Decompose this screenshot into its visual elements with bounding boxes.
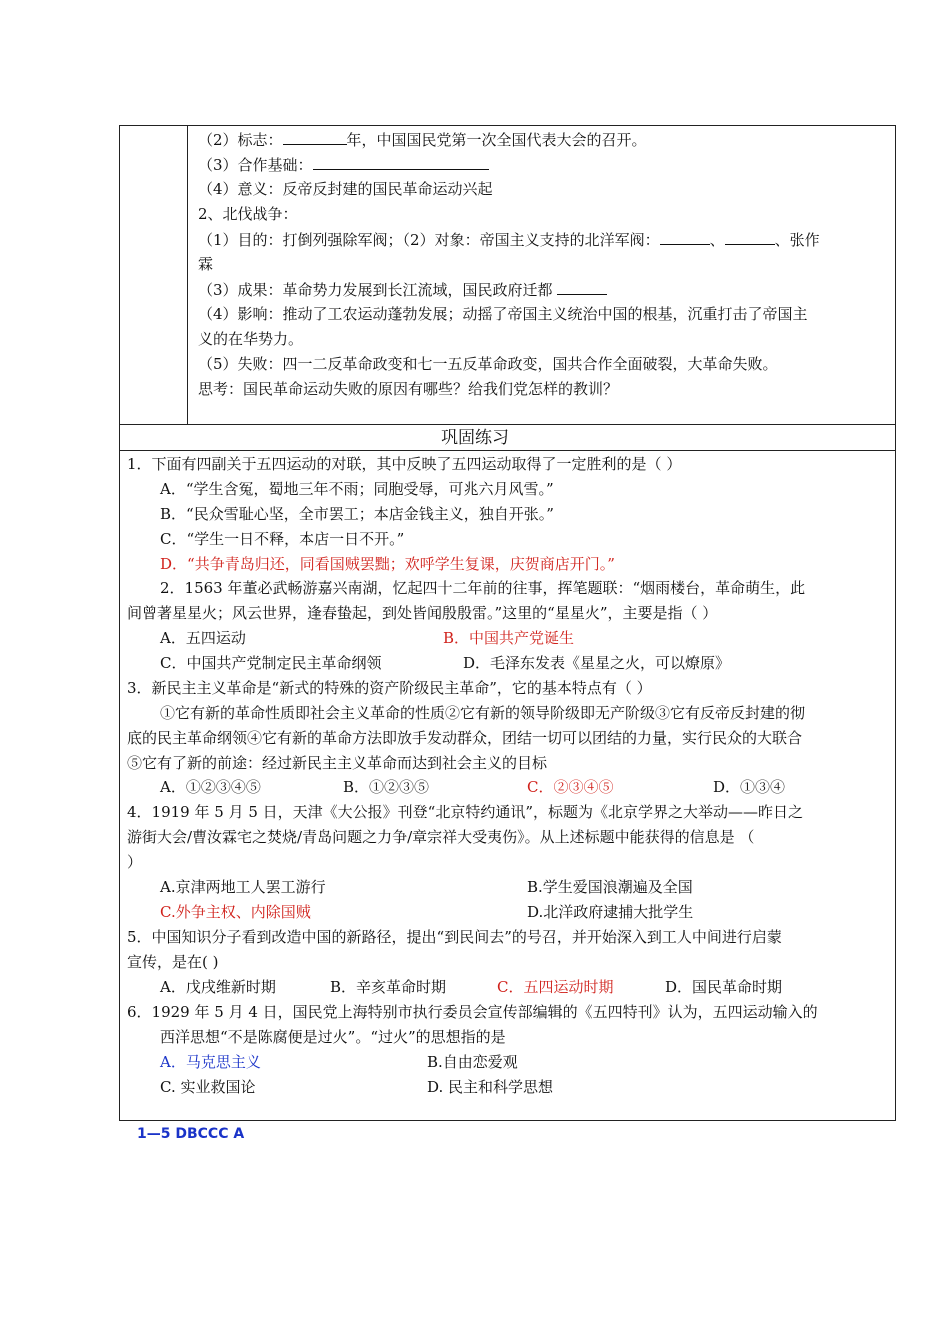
upper-line-6: 霖 — [198, 255, 214, 273]
q1-option-a: A．“学生含冤，蜀地三年不雨；同胞受辱，可兆六月风雪。” — [160, 480, 554, 498]
upper-line-11: 思考：国民革命运动失败的原因有哪些？给我们党怎样的教训？ — [198, 380, 619, 398]
upper-line-3: （4）意义：反帝反封建的国民革命运动兴起 — [198, 180, 493, 198]
q2-option-b: B．中国共产党诞生 — [443, 629, 575, 647]
q3-option-d: D．①③④ — [713, 778, 786, 796]
q5-stem-1: 5．中国知识分子看到改造中国的新路径，提出“到民间去”的号召，并开始深入到工人中间进行启蒙 — [127, 928, 782, 946]
blank-line[interactable] — [313, 154, 489, 170]
q4-option-b: B.学生爱国浪潮遍及全国 — [527, 878, 693, 896]
section-divider-bottom — [120, 450, 895, 451]
q3-body-3: ⑤它有了新的前途：经过新民主主义革命而达到社会主义的目标 — [127, 754, 548, 772]
q3-option-a: A．①②③④⑤ — [160, 778, 261, 796]
upper-line-7 — [198, 279, 607, 300]
q3-option-c: C．②③④⑤ — [527, 778, 614, 796]
q4-stem-1: 4．1919 年 5 月 5 日，天津《大公报》刊登“北京特约通讯”，标题为《北京学界之大举动——昨日之 — [127, 803, 803, 821]
upper-line-5 — [198, 229, 820, 250]
q4-stem-3: ） — [127, 853, 143, 871]
upper-text: 年，中国国民党第一次全国代表大会的召开。 — [346, 131, 647, 149]
q2-stem-1: 2．1563 年董必武畅游嘉兴南湖，忆起四十二年前的往事，挥笔题联：“烟雨楼台，革命萌生，此 — [160, 579, 806, 597]
blank-line[interactable] — [660, 229, 710, 245]
q2-option-c: C．中国共产党制定民主革命纲领 — [160, 654, 382, 672]
q6-option-a: A．马克思主义 — [160, 1053, 261, 1071]
blank-line[interactable] — [725, 229, 775, 245]
section-title: 巩固练习 — [441, 428, 509, 448]
upper-line-4: 2、北伐战争： — [198, 205, 298, 223]
upper-text: （3）成果：革命势力发展到长江流域，国民政府迁都 — [198, 281, 558, 299]
q5-option-d: D．国民革命时期 — [665, 978, 783, 996]
left-column-divider — [187, 126, 188, 424]
q3-stem: 3．新民主主义革命是“新式的特殊的资产阶级民主革命”，它的基本特点有（ ） — [127, 679, 652, 697]
upper-line-1 — [198, 129, 647, 150]
blank-line[interactable] — [557, 279, 607, 295]
q6-stem-2: 西洋思想“不是陈腐便是过火”。“过火”的思想指的是 — [160, 1028, 506, 1046]
q5-stem-2: 宣传，是在( ) — [127, 953, 219, 971]
q4-option-d: D.北洋政府逮捕大批学生 — [527, 903, 694, 921]
upper-line-2 — [198, 154, 489, 175]
q6-option-c: C. 实业救国论 — [160, 1078, 256, 1096]
upper-text: （1）目的：打倒列强除军阀；（2）对象：帝国主义支持的北洋军阀： — [198, 231, 660, 249]
q6-stem-1: 6．1929 年 5 月 4 日，国民党上海特别市执行委员会宣传部编辑的《五四特刊》认为，五四运动输入的 — [127, 1003, 818, 1021]
upper-text: 、张作 — [774, 231, 820, 249]
upper-text: （2）标志： — [198, 131, 283, 149]
q2-stem-2: 间曾著星星火；风云世界，逢春蛰起，到处皆闻殷殷雷。”这里的“星星火”，主要是指（ ） — [127, 604, 718, 622]
section-divider-top — [120, 424, 895, 425]
upper-line-9: 义的在华势力。 — [198, 330, 304, 348]
q3-option-b: B．①②③⑤ — [343, 778, 430, 796]
upper-line-10: （5）失败：四一二反革命政变和七一五反革命政变，国共合作全面破裂，大革命失败。 — [198, 355, 778, 373]
worksheet-table — [119, 125, 896, 1121]
q4-option-c: C.外争主权、内除国贼 — [160, 903, 311, 921]
q1-option-d: D．“共争青岛归还，同看国贼罢黜；欢呼学生复课，庆贺商店开门。” — [160, 555, 615, 573]
q2-option-d: D．毛泽东发表《星星之火，可以燎原》 — [463, 654, 731, 672]
q5-option-a: A．戊戌维新时期 — [160, 978, 276, 996]
q1-stem: 1．下面有四副关于五四运动的对联，其中反映了五四运动取得了一定胜利的是（ ） — [127, 455, 682, 473]
q6-option-d: D. 民主和科学思想 — [427, 1078, 554, 1096]
q4-option-a: A.京津两地工人罢工游行 — [160, 878, 326, 896]
q5-option-c: C．五四运动时期 — [497, 978, 614, 996]
q1-option-c: C．“学生一日不释，本店一日不开。” — [160, 530, 405, 548]
blank-line[interactable] — [283, 129, 347, 145]
q3-body-1: ①它有新的革命性质即社会主义革命的性质②它有新的领导阶级即无产阶级③它有反帝反封建的彻 — [160, 704, 806, 722]
upper-text: 、 — [709, 231, 725, 249]
upper-line-8: （4）影响：推动了工农运动蓬勃发展；动摇了帝国主义统治中国的根基，沉重打击了帝国主 — [198, 305, 808, 323]
q1-option-b: B．“民众雪耻心坚，全市罢工；本店金钱主义，独自开张。” — [160, 505, 554, 523]
answer-key: 1—5 DBCCC A — [137, 1126, 245, 1142]
upper-text: （3）合作基础： — [198, 156, 313, 174]
q6-option-b: B.自由恋爱观 — [427, 1053, 518, 1071]
q2-option-a: A．五四运动 — [160, 629, 246, 647]
q3-body-2: 底的民主革命纲领④它有新的革命方法即放手发动群众，团结一切可以团结的力量，实行民众的大联合 — [127, 729, 803, 747]
q5-option-b: B．辛亥革命时期 — [330, 978, 447, 996]
q4-stem-2: 游街大会/曹汝霖宅之焚烧/青岛问题之力争/章宗祥大受夷伤》。从上述标题中能获得的信息是 （ — [127, 828, 755, 846]
